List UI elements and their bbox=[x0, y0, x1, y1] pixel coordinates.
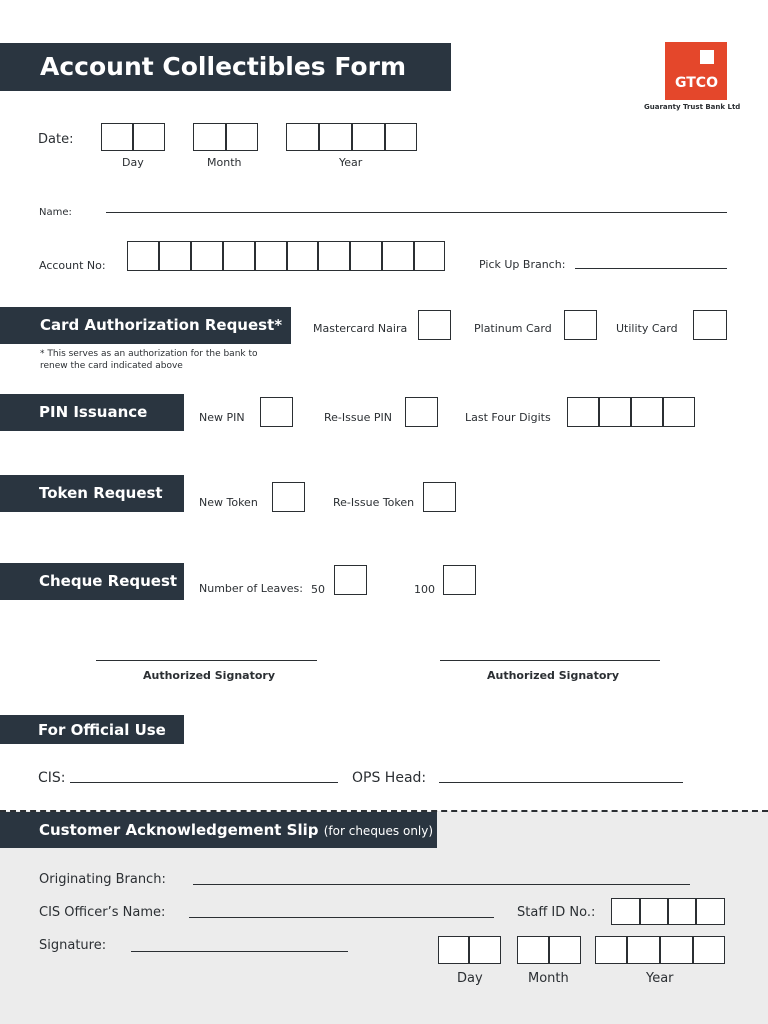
staff-id-box-4[interactable] bbox=[696, 898, 725, 925]
account-no-label: Account No: bbox=[39, 259, 106, 272]
cis-officer-label: CIS Officer’s Name: bbox=[39, 905, 166, 920]
last-four-digit-box-3[interactable] bbox=[631, 397, 663, 427]
reissue-token-checkbox[interactable] bbox=[423, 482, 456, 512]
account-digit-box-9[interactable] bbox=[382, 241, 414, 271]
new-pin-label: New PIN bbox=[199, 411, 245, 424]
ops-head-field[interactable] bbox=[439, 782, 683, 783]
slip-year-box-3[interactable] bbox=[660, 936, 693, 964]
signatory-label-left: Authorized Signatory bbox=[143, 669, 275, 682]
date-label: Date: bbox=[38, 132, 74, 147]
name-label: Name: bbox=[39, 207, 72, 218]
slip-title: Customer Acknowledgement Slip bbox=[39, 821, 319, 839]
name-field[interactable] bbox=[106, 212, 727, 213]
account-digit-box-3[interactable] bbox=[191, 241, 223, 271]
utility-card-checkbox[interactable] bbox=[693, 310, 727, 340]
logo-square-icon bbox=[700, 50, 714, 64]
date-year-box-4[interactable] bbox=[385, 123, 417, 151]
date-day-box-1[interactable] bbox=[101, 123, 133, 151]
account-digit-box-6[interactable] bbox=[287, 241, 318, 271]
leaves-50-checkbox[interactable] bbox=[334, 565, 367, 595]
cis-field[interactable] bbox=[70, 782, 338, 783]
card-auth-note-1: * This serves as an authorization for the bank to bbox=[40, 349, 258, 359]
card-auth-note-2: renew the card indicated above bbox=[40, 361, 183, 371]
slip-year-box-4[interactable] bbox=[693, 936, 725, 964]
last-four-digits-label: Last Four Digits bbox=[465, 411, 551, 424]
leaves-100-checkbox[interactable] bbox=[443, 565, 476, 595]
date-month-box-2[interactable] bbox=[226, 123, 258, 151]
date-year-box-2[interactable] bbox=[319, 123, 352, 151]
cis-officer-field[interactable] bbox=[189, 917, 494, 918]
form-title: Account Collectibles Form bbox=[40, 52, 406, 81]
date-month-caption: Month bbox=[207, 156, 242, 169]
mastercard-naira-label: Mastercard Naira bbox=[313, 322, 408, 335]
slip-day-box-2[interactable] bbox=[469, 936, 501, 964]
slip-subtitle: (for cheques only) bbox=[323, 824, 434, 838]
date-year-box-3[interactable] bbox=[352, 123, 385, 151]
slip-day-box-1[interactable] bbox=[438, 936, 469, 964]
signatory-label-right: Authorized Signatory bbox=[487, 669, 619, 682]
slip-year-box-1[interactable] bbox=[595, 936, 627, 964]
platinum-card-checkbox[interactable] bbox=[564, 310, 597, 340]
slip-month-caption: Month bbox=[528, 971, 569, 986]
logo-text: GTCO bbox=[675, 75, 718, 91]
cis-label: CIS: bbox=[38, 770, 66, 786]
mastercard-naira-checkbox[interactable] bbox=[418, 310, 451, 340]
account-digit-box-10[interactable] bbox=[414, 241, 445, 271]
date-year-caption: Year bbox=[339, 156, 363, 169]
slip-year-caption: Year bbox=[646, 971, 674, 986]
new-pin-checkbox[interactable] bbox=[260, 397, 293, 427]
leaves-50-label: 50 bbox=[311, 583, 325, 596]
slip-month-box-1[interactable] bbox=[517, 936, 549, 964]
account-digit-box-1[interactable] bbox=[127, 241, 159, 271]
platinum-card-label: Platinum Card bbox=[474, 322, 552, 335]
last-four-digit-box-1[interactable] bbox=[567, 397, 599, 427]
signatory-line-left[interactable] bbox=[96, 660, 317, 661]
token-request-title: Token Request bbox=[39, 484, 163, 502]
reissue-pin-checkbox[interactable] bbox=[405, 397, 438, 427]
pickup-branch-field[interactable] bbox=[575, 268, 727, 269]
signatory-line-right[interactable] bbox=[440, 660, 660, 661]
slip-day-caption: Day bbox=[457, 971, 483, 986]
number-of-leaves-label: Number of Leaves: bbox=[199, 582, 303, 595]
form-title-bar bbox=[0, 43, 451, 91]
official-use-title: For Official Use bbox=[38, 721, 166, 739]
reissue-pin-label: Re-Issue PIN bbox=[324, 411, 392, 424]
pin-issuance-title: PIN Issuance bbox=[39, 403, 148, 421]
official-use-bar bbox=[0, 715, 184, 744]
slip-year-box-2[interactable] bbox=[627, 936, 660, 964]
account-digit-box-2[interactable] bbox=[159, 241, 191, 271]
staff-id-label: Staff ID No.: bbox=[517, 905, 596, 920]
token-request-bar bbox=[0, 475, 184, 512]
staff-id-box-1[interactable] bbox=[611, 898, 640, 925]
leaves-100-label: 100 bbox=[414, 583, 435, 596]
date-day-box-2[interactable] bbox=[133, 123, 165, 151]
reissue-token-label: Re-Issue Token bbox=[333, 496, 415, 509]
logo-caption: Guaranty Trust Bank Ltd bbox=[644, 103, 741, 111]
ops-head-label: OPS Head: bbox=[352, 770, 427, 786]
date-day-caption: Day bbox=[122, 156, 144, 169]
account-digit-box-7[interactable] bbox=[318, 241, 350, 271]
slip-month-box-2[interactable] bbox=[549, 936, 581, 964]
utility-card-label: Utility Card bbox=[616, 322, 678, 335]
staff-id-box-2[interactable] bbox=[640, 898, 668, 925]
slip-title-bar bbox=[0, 812, 437, 848]
gtco-logo bbox=[665, 42, 727, 100]
staff-id-box-3[interactable] bbox=[668, 898, 696, 925]
last-four-digit-box-2[interactable] bbox=[599, 397, 631, 427]
pin-issuance-bar bbox=[0, 394, 184, 431]
signature-label: Signature: bbox=[39, 938, 107, 953]
date-month-box-1[interactable] bbox=[193, 123, 226, 151]
last-four-digit-box-4[interactable] bbox=[663, 397, 695, 427]
account-digit-box-8[interactable] bbox=[350, 241, 382, 271]
signature-field[interactable] bbox=[131, 951, 348, 952]
pickup-branch-label: Pick Up Branch: bbox=[479, 258, 566, 271]
cheque-request-bar bbox=[0, 563, 184, 600]
originating-branch-field[interactable] bbox=[193, 884, 690, 885]
card-auth-title: Card Authorization Request* bbox=[40, 316, 283, 334]
new-token-checkbox[interactable] bbox=[272, 482, 305, 512]
account-digit-box-5[interactable] bbox=[255, 241, 287, 271]
account-digit-box-4[interactable] bbox=[223, 241, 255, 271]
cheque-request-title: Cheque Request bbox=[39, 572, 178, 590]
originating-branch-label: Originating Branch: bbox=[39, 872, 166, 887]
date-year-box-1[interactable] bbox=[286, 123, 319, 151]
card-auth-bar bbox=[0, 307, 291, 344]
new-token-label: New Token bbox=[199, 496, 258, 509]
